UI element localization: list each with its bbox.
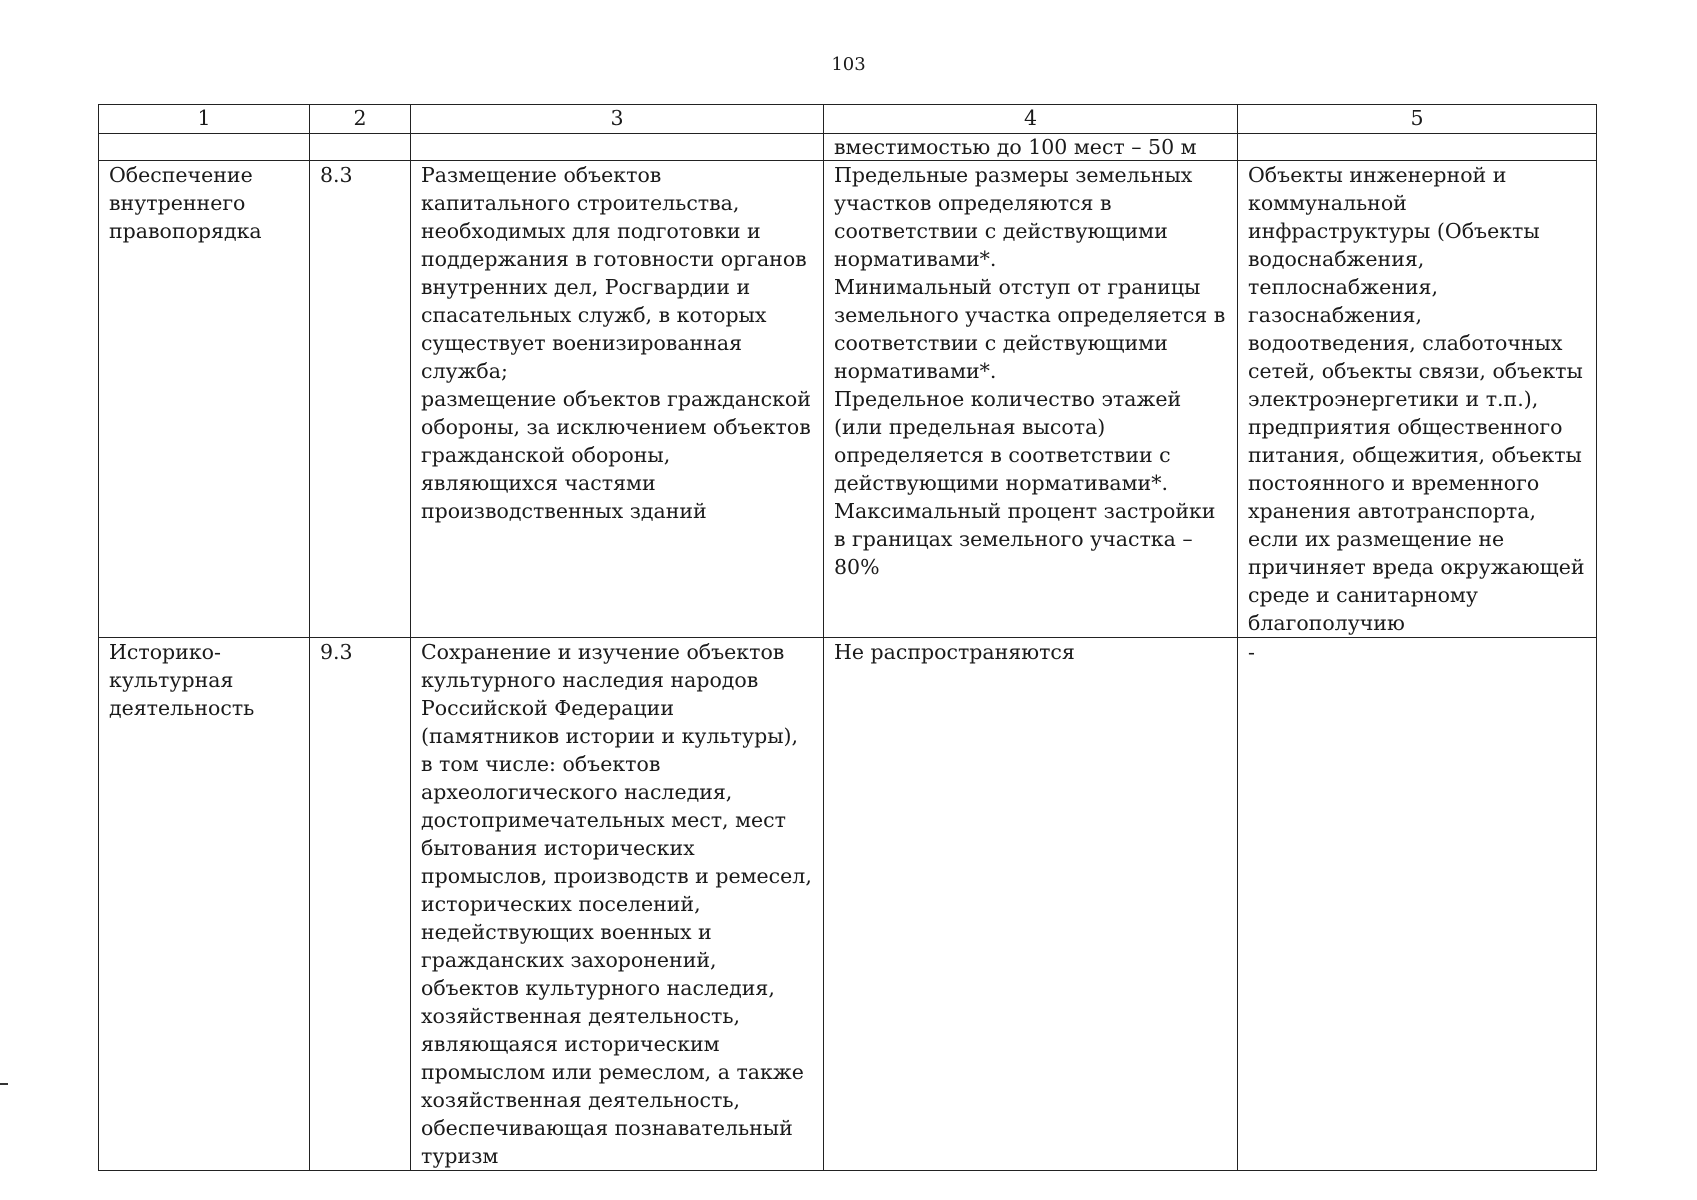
use-type-parameters: Не распространяются	[824, 638, 1238, 1171]
continuation-cell-5	[1238, 134, 1597, 161]
header-cell-3: 3	[411, 105, 824, 134]
table-row	[99, 638, 1597, 1171]
use-type-name: Историко- культурная деятельность	[99, 638, 310, 1171]
continuation-row	[99, 134, 1597, 161]
table-row	[99, 161, 1597, 638]
header-cell-4: 4	[824, 105, 1238, 134]
table-header-row	[99, 105, 1597, 134]
header-cell-5: 5	[1238, 105, 1597, 134]
continuation-cell-3	[411, 134, 824, 161]
continuation-cell-2	[310, 134, 411, 161]
use-type-description: Сохранение и изучение объектов культурного наследия народов Российской Федерации (памятников истории и культуры), в том числе: объектов археологического наследия, достопримечательных мест, мест бытования исторических промыслов, производств и ремесел, исторических поселений, недействующих военных и гражданских захоронений, объектов культурного наследия, хозяйственная деятельность, являющаяся историческим промыслом или ремеслом, а также хозяйственная деятельность, обеспечивающая познавательный туризм	[411, 638, 824, 1171]
land-use-table	[98, 104, 1597, 1171]
use-type-auxiliary: -	[1238, 638, 1597, 1171]
scan-mark	[0, 1083, 8, 1085]
use-type-code: 8.3	[310, 161, 411, 638]
page-number: 103	[831, 54, 866, 75]
continuation-cell-4: вместимостью до 100 мест – 50 м	[824, 134, 1238, 161]
header-cell-2: 2	[310, 105, 411, 134]
continuation-cell-1	[99, 134, 310, 161]
use-type-description: Размещение объектов капитального строительства, необходимых для подготовки и поддержания в готовности органов внутренних дел, Росгвардии и спасательных служб, в которых существует военизированная служба; размещение объектов гражданской обороны, за исключением объектов гражданской обороны, являющихся частями производственных зданий	[411, 161, 824, 638]
use-type-parameters: Предельные размеры земельных участков определяются в соответствии с действующими нормативами*. Минимальный отступ от границы земельного участка определяется в соответствии с действующими нормативами*. Предельное количество этажей (или предельная высота) определяется в соответствии с действующими нормативами*. Максимальный процент застройки в границах земельного участка – 80%	[824, 161, 1238, 638]
use-type-code: 9.3	[310, 638, 411, 1171]
use-type-auxiliary: Объекты инженерной и коммунальной инфраструктуры (Объекты водоснабжения, теплоснабжения, газоснабжения, водоотведения, слаботочных сетей, объекты связи, объекты электроэнергетики и т.п.), предприятия общественного питания, общежития, объекты постоянного и временного хранения автотранспорта, если их размещение не причиняет вреда окружающей среде и санитарному благополучию	[1238, 161, 1597, 638]
header-cell-1: 1	[99, 105, 310, 134]
use-type-name: Обеспечение внутреннего правопорядка	[99, 161, 310, 638]
